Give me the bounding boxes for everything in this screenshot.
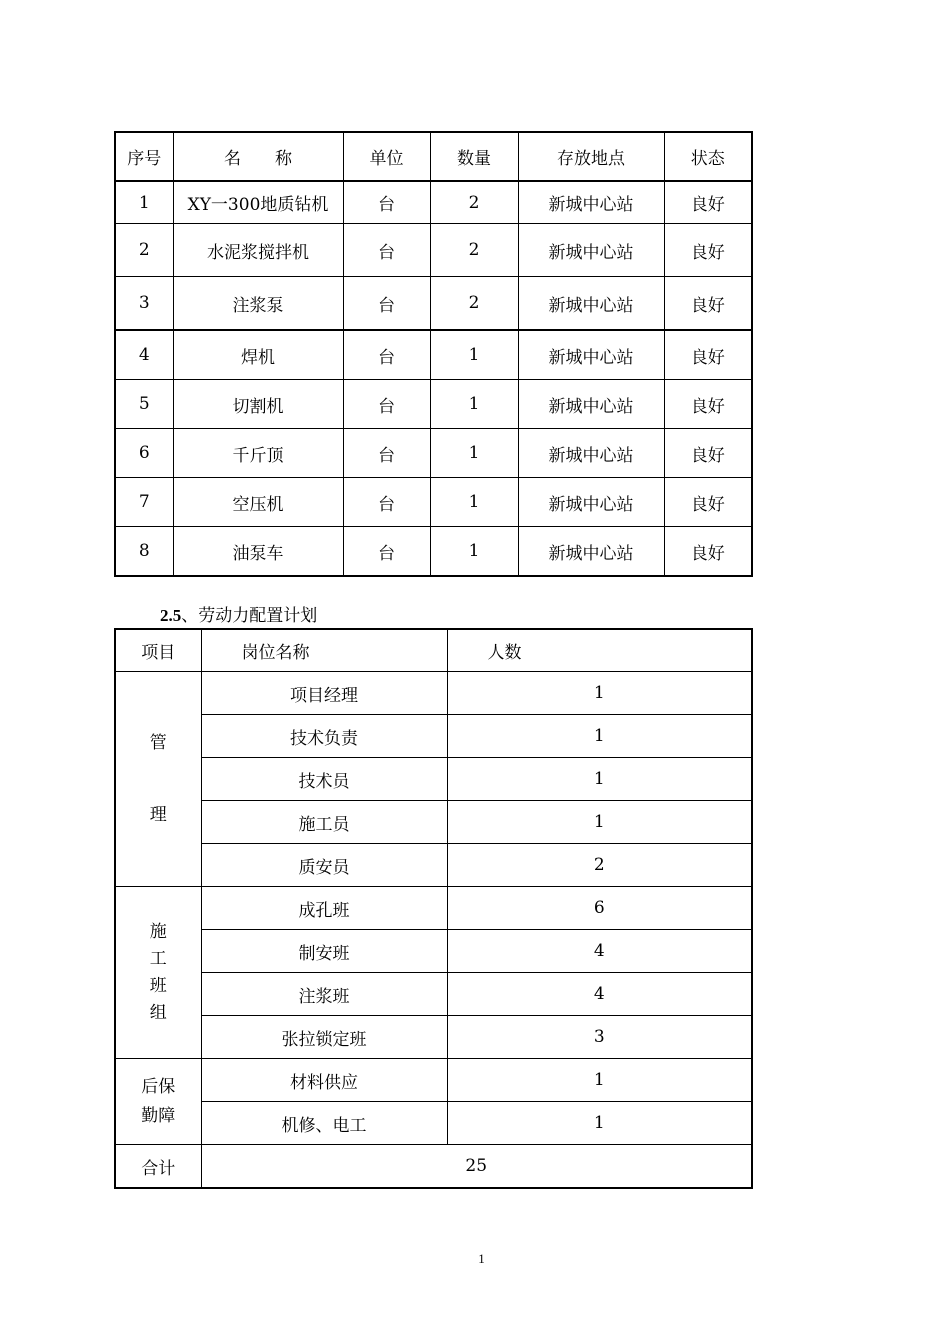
table-row <box>115 181 752 224</box>
cell-no: 1 <box>115 181 173 224</box>
cell-status: 良好 <box>664 224 752 277</box>
labor-table <box>114 628 753 1189</box>
cell-name: 切割机 <box>173 380 343 429</box>
table-row <box>115 1059 752 1102</box>
group-label-char: 组 <box>149 1002 167 1023</box>
table-row <box>115 930 752 973</box>
cell-no: 4 <box>115 330 173 380</box>
cell-location: 新城中心站 <box>518 181 664 224</box>
cell-name: 千斤顶 <box>173 429 343 478</box>
cell-qty: 2 <box>430 277 518 331</box>
group-label-char: 管 <box>149 732 167 753</box>
table-row <box>115 429 752 478</box>
cell-name: 油泵车 <box>173 527 343 577</box>
cell-location: 新城中心站 <box>518 380 664 429</box>
cell-location: 新城中心站 <box>518 429 664 478</box>
cell-position: 施工员 <box>201 801 447 844</box>
group-label-logistics <box>115 1059 201 1145</box>
cell-unit: 台 <box>343 277 430 331</box>
cell-status: 良好 <box>664 277 752 331</box>
group-label-char: 理 <box>149 804 167 825</box>
cell-count: 1 <box>447 801 752 844</box>
cell-position: 项目经理 <box>201 672 447 715</box>
header-name: 名 称 <box>173 132 343 181</box>
table-row <box>115 277 752 331</box>
cell-count: 1 <box>447 1102 752 1145</box>
cell-position: 成孔班 <box>201 887 447 930</box>
cell-location: 新城中心站 <box>518 224 664 277</box>
header-unit: 单位 <box>343 132 430 181</box>
table-row <box>115 527 752 577</box>
cell-status: 良好 <box>664 330 752 380</box>
cell-location: 新城中心站 <box>518 330 664 380</box>
cell-qty: 1 <box>430 330 518 380</box>
cell-qty: 1 <box>430 429 518 478</box>
equipment-header-row <box>115 132 752 181</box>
group-label-char: 勤障 <box>141 1105 176 1126</box>
cell-unit: 台 <box>343 330 430 380</box>
cell-name: 空压机 <box>173 478 343 527</box>
cell-count: 2 <box>447 844 752 887</box>
cell-position: 机修、电工 <box>201 1102 447 1145</box>
cell-count: 6 <box>447 887 752 930</box>
cell-location: 新城中心站 <box>518 277 664 331</box>
cell-count: 1 <box>447 715 752 758</box>
table-row <box>115 478 752 527</box>
group-label-construction-team <box>115 887 201 1059</box>
table-row <box>115 380 752 429</box>
cell-unit: 台 <box>343 429 430 478</box>
table-row <box>115 672 752 715</box>
table-row <box>115 1102 752 1145</box>
cell-position: 注浆班 <box>201 973 447 1016</box>
header-item: 项目 <box>115 629 201 672</box>
cell-unit: 台 <box>343 527 430 577</box>
cell-location: 新城中心站 <box>518 478 664 527</box>
cell-count: 1 <box>447 758 752 801</box>
total-value: 25 <box>201 1145 752 1189</box>
cell-count: 1 <box>447 1059 752 1102</box>
cell-no: 6 <box>115 429 173 478</box>
section-number: 2.5 <box>160 606 182 625</box>
cell-unit: 台 <box>343 181 430 224</box>
cell-name: 注浆泵 <box>173 277 343 331</box>
cell-status: 良好 <box>664 478 752 527</box>
cell-unit: 台 <box>343 478 430 527</box>
section-heading <box>160 601 317 626</box>
cell-name: 水泥浆搅拌机 <box>173 224 343 277</box>
group-label-management <box>115 672 201 887</box>
group-label-char: 施 <box>149 921 167 942</box>
cell-position: 技术员 <box>201 758 447 801</box>
section-title: 、劳动力配置计划 <box>181 606 318 626</box>
cell-position: 制安班 <box>201 930 447 973</box>
cell-qty: 1 <box>430 380 518 429</box>
group-label-char: 班 <box>149 975 167 996</box>
page-number: 1 <box>478 1251 485 1266</box>
header-count: 人数 <box>447 629 752 672</box>
cell-no: 7 <box>115 478 173 527</box>
cell-position: 张拉锁定班 <box>201 1016 447 1059</box>
cell-position: 材料供应 <box>201 1059 447 1102</box>
table-row <box>115 887 752 930</box>
table-row <box>115 844 752 887</box>
cell-unit: 台 <box>343 380 430 429</box>
table-row <box>115 224 752 277</box>
cell-count: 1 <box>447 672 752 715</box>
cell-status: 良好 <box>664 429 752 478</box>
header-location: 存放地点 <box>518 132 664 181</box>
table-row <box>115 1016 752 1059</box>
cell-status: 良好 <box>664 380 752 429</box>
cell-no: 8 <box>115 527 173 577</box>
table-row <box>115 330 752 380</box>
header-no: 序号 <box>115 132 173 181</box>
table-row <box>115 758 752 801</box>
cell-no: 5 <box>115 380 173 429</box>
cell-no: 3 <box>115 277 173 331</box>
header-position: 岗位名称 <box>201 629 447 672</box>
group-label-char: 后保 <box>141 1076 176 1097</box>
cell-count: 3 <box>447 1016 752 1059</box>
header-status: 状态 <box>664 132 752 181</box>
cell-qty: 1 <box>430 478 518 527</box>
total-label: 合计 <box>115 1145 201 1189</box>
group-label-char: 工 <box>149 948 167 969</box>
cell-name: 焊机 <box>173 330 343 380</box>
cell-qty: 1 <box>430 527 518 577</box>
table-row <box>115 715 752 758</box>
cell-count: 4 <box>447 973 752 1016</box>
cell-qty: 2 <box>430 181 518 224</box>
table-row <box>115 973 752 1016</box>
cell-position: 质安员 <box>201 844 447 887</box>
cell-no: 2 <box>115 224 173 277</box>
cell-location: 新城中心站 <box>518 527 664 577</box>
table-row <box>115 801 752 844</box>
equipment-table <box>114 131 753 577</box>
cell-name: XY一300地质钻机 <box>173 181 343 224</box>
cell-status: 良好 <box>664 181 752 224</box>
cell-unit: 台 <box>343 224 430 277</box>
cell-position: 技术负责 <box>201 715 447 758</box>
cell-status: 良好 <box>664 527 752 577</box>
header-qty: 数量 <box>430 132 518 181</box>
labor-header-row <box>115 629 752 672</box>
cell-qty: 2 <box>430 224 518 277</box>
total-row <box>115 1145 752 1189</box>
cell-count: 4 <box>447 930 752 973</box>
